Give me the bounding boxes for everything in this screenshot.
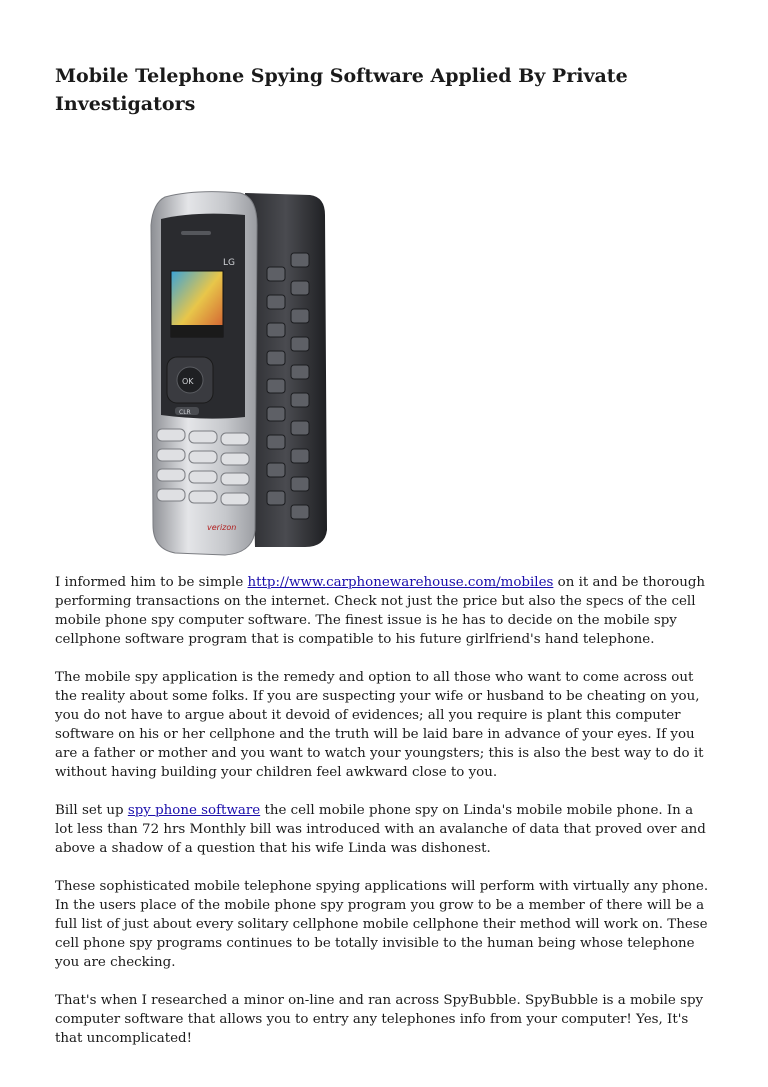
paragraph-text: I informed him to be simple: [55, 575, 248, 590]
paragraph: [55, 801, 715, 858]
carrier-label: verizon: [207, 523, 237, 532]
paragraph: [55, 573, 715, 649]
phone-image: [135, 185, 415, 560]
paragraph: These sophisticated mobile telephone spying applications will perform with virtually any phone. In the users place of the mobile phone spy program you grow to be a member of there will be a full list of just about every solitary cellphone mobile cellphone their method will work on. These cell phone spy programs continues to be totally invisible to the human being whose telephone you are checking.: [55, 879, 709, 970]
article-body: [55, 573, 715, 1067]
paragraph-text: the cell mobile phone spy on Linda's mobile mobile phone. In a lot less than 72 hrs Monthly bill was introduced with an avalanche of data that proved over and above a shadow of a question that his wife Linda was dishonest.: [55, 803, 706, 856]
brand-label: LG: [223, 258, 235, 268]
clr-key-label: CLR: [179, 409, 191, 416]
carphonewarehouse-link[interactable]: http://www.carphonewarehouse.com/mobiles: [247, 575, 554, 590]
paragraph: That's when I researched a minor on-line and ran across SpyBubble. SpyBubble is a mobile spy computer software that allows you to entry any telephones info from your computer! Yes, It's that uncomplicated!: [55, 993, 704, 1046]
page-title: Mobile Telephone Spying Software Applied By Private Investigators: [55, 65, 628, 115]
paragraph: The mobile spy application is the remedy and option to all those who want to come across out the reality about some folks. If you are suspecting your wife or husband to be cheating on you, you do not have to argue about it devoid of evidences; all you require is plant this computer software on his or her cellphone and the truth will be laid bare in advance of your eyes. If you are a father or mother and you want to watch your youngsters; this is also the best way to do it without having building your children feel awkward close to you.: [55, 670, 704, 780]
paragraph-text: Bill set up: [55, 803, 128, 818]
paragraph-text: on it and be thorough performing transactions on the internet. Check not just the price but also the specs of the cell mobile phone spy computer software. The finest issue is he has to decide on the mobile spy cellphone software program that is compatible to his future girlfriend's hand telephone.: [55, 575, 706, 647]
spy-phone-software-link[interactable]: spy phone software: [127, 803, 261, 818]
ok-key-label: OK: [182, 377, 194, 386]
